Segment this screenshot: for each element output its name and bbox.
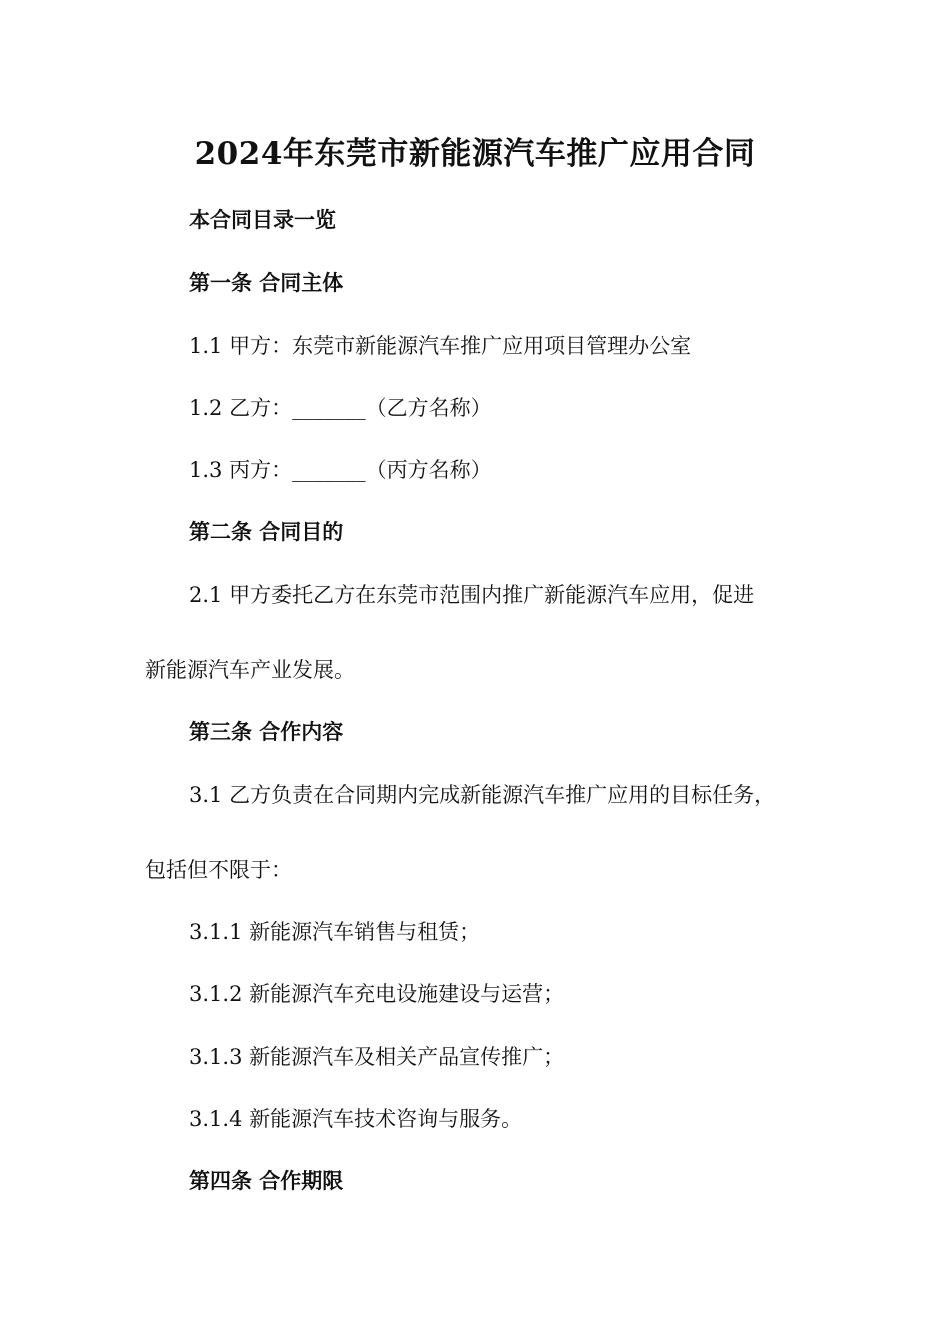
toc-heading: 本合同目录一览 [189, 207, 336, 232]
clause-3-1-line-1: 3.1 乙方负责在合同期内完成新能源汽车推广应用的目标任务， [189, 783, 776, 807]
clause-3-1-2: 3.1.2 新能源汽车充电设施建设与运营； [189, 982, 565, 1006]
clause-3-1-4: 3.1.4 新能源汽车技术咨询与服务。 [189, 1107, 523, 1131]
article-4-heading: 第四条 合作期限 [189, 1168, 344, 1193]
article-3-heading: 第三条 合作内容 [189, 719, 344, 744]
document-title: 2024年东莞市新能源汽车推广应用合同 [194, 136, 756, 172]
clause-3-1-1: 3.1.1 新能源汽车销售与租赁； [189, 920, 481, 944]
article-2-heading: 第二条 合同目的 [189, 519, 344, 544]
clause-1-3: 1.3 丙方：_______（丙方名称） [189, 458, 492, 482]
clause-1-2: 1.2 乙方：_______（乙方名称） [189, 396, 492, 420]
clause-3-1-3: 3.1.3 新能源汽车及相关产品宣传推广； [189, 1045, 565, 1069]
clause-3-1-line-2: 包括但不限于： [145, 858, 292, 882]
clause-1-1: 1.1 甲方：东莞市新能源汽车推广应用项目管理办公室 [189, 334, 692, 358]
clause-2-1-line-1: 2.1 甲方委托乙方在东莞市范围内推广新能源汽车应用，促进 [189, 583, 755, 607]
clause-2-1-line-2: 新能源汽车产业发展。 [145, 658, 355, 682]
article-1-heading: 第一条 合同主体 [189, 270, 344, 295]
